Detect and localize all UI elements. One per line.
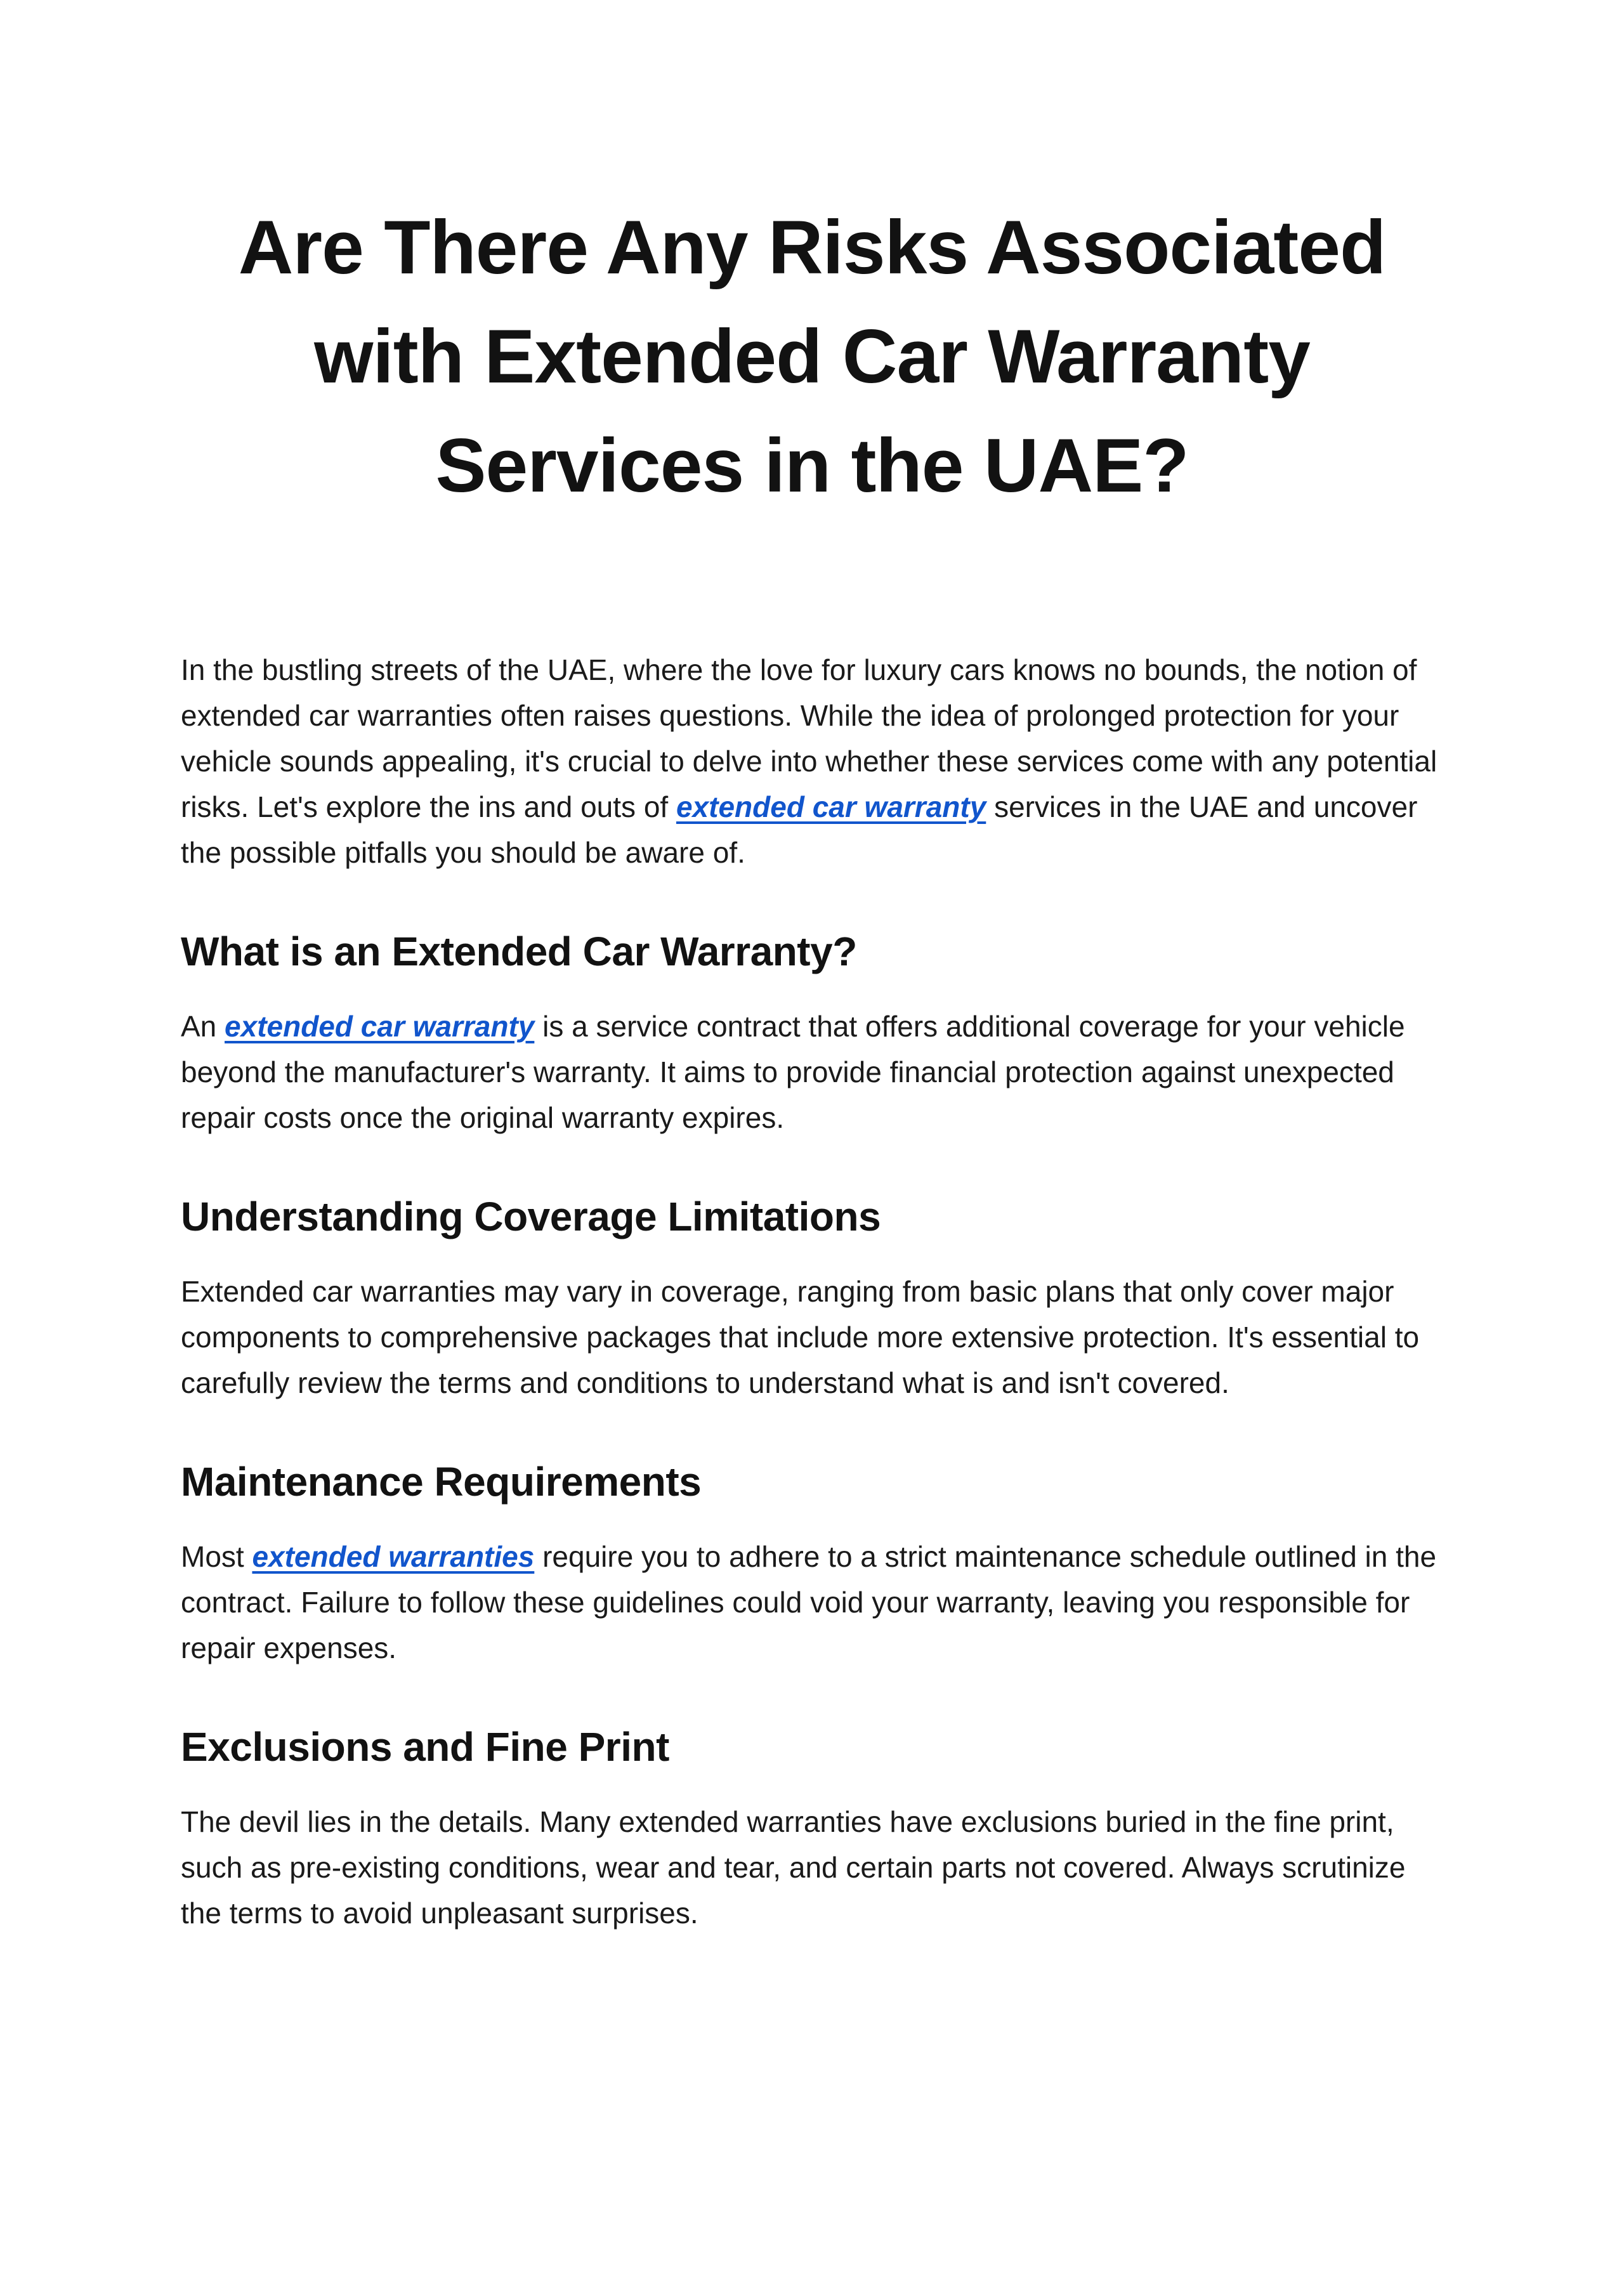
paragraph: [181, 647, 1443, 875]
paragraph: [181, 1269, 1443, 1406]
section-heading: Maintenance Requirements: [181, 1459, 702, 1505]
section-heading: Understanding Coverage Limitations: [181, 1194, 881, 1239]
text-run: Most: [181, 1540, 252, 1573]
paragraph: [181, 1799, 1443, 1936]
section-heading: What is an Extended Car Warranty?: [181, 929, 857, 974]
paragraph: [181, 1003, 1443, 1140]
extended-warranty-link[interactable]: extended warranties: [252, 1540, 535, 1573]
section-heading: Exclusions and Fine Print: [181, 1724, 669, 1770]
text-run: An: [181, 1010, 225, 1043]
text-run: Extended car warranties may vary in coverage, ranging from basic plans that only cover major components to comprehensive packages that include more extensive protection. It's essential to carefully review the terms and conditions to understand what is and isn't covered.: [181, 1275, 1420, 1399]
title-line: with Extended Car Warranty: [314, 314, 1310, 399]
title-line: Are There Any Risks Associated: [238, 205, 1386, 290]
extended-warranty-link[interactable]: extended car warranty: [676, 790, 986, 823]
text-run: is a service contract that offers additional coverage for your vehicle beyond the manufacturer's warranty. It aims to provide financial protection against unexpected repair costs once the original warranty expires.: [181, 1010, 1405, 1134]
extended-warranty-link[interactable]: extended car warranty: [225, 1010, 535, 1043]
text-run: The devil lies in the details. Many extended warranties have exclusions buried in the fine print, such as pre-existing conditions, wear and tear, and certain parts not covered. Always scrutinize the terms to avoid unpleasant surprises.: [181, 1805, 1406, 1930]
text-run: require you to adhere to a strict maintenance schedule outlined in the contract. Failure to follow these guidelines could void your warranty, leaving you responsible for repair expenses.: [181, 1540, 1437, 1664]
paragraph: [181, 1534, 1443, 1671]
article-body: [181, 647, 1443, 1936]
title-line: Services in the UAE?: [435, 423, 1189, 508]
text-run: services in the UAE and uncover the possible pitfalls you should be aware of.: [181, 790, 1418, 869]
article-title: [181, 193, 1443, 520]
text-run: In the bustling streets of the UAE, where the love for luxury cars knows no bounds, the notion of extended car warranties often raises questions. While the idea of prolonged protection for your vehicle sounds appealing, it's crucial to delve into whether these services come with any potential risks. Let's explore the ins and outs of: [181, 653, 1437, 823]
